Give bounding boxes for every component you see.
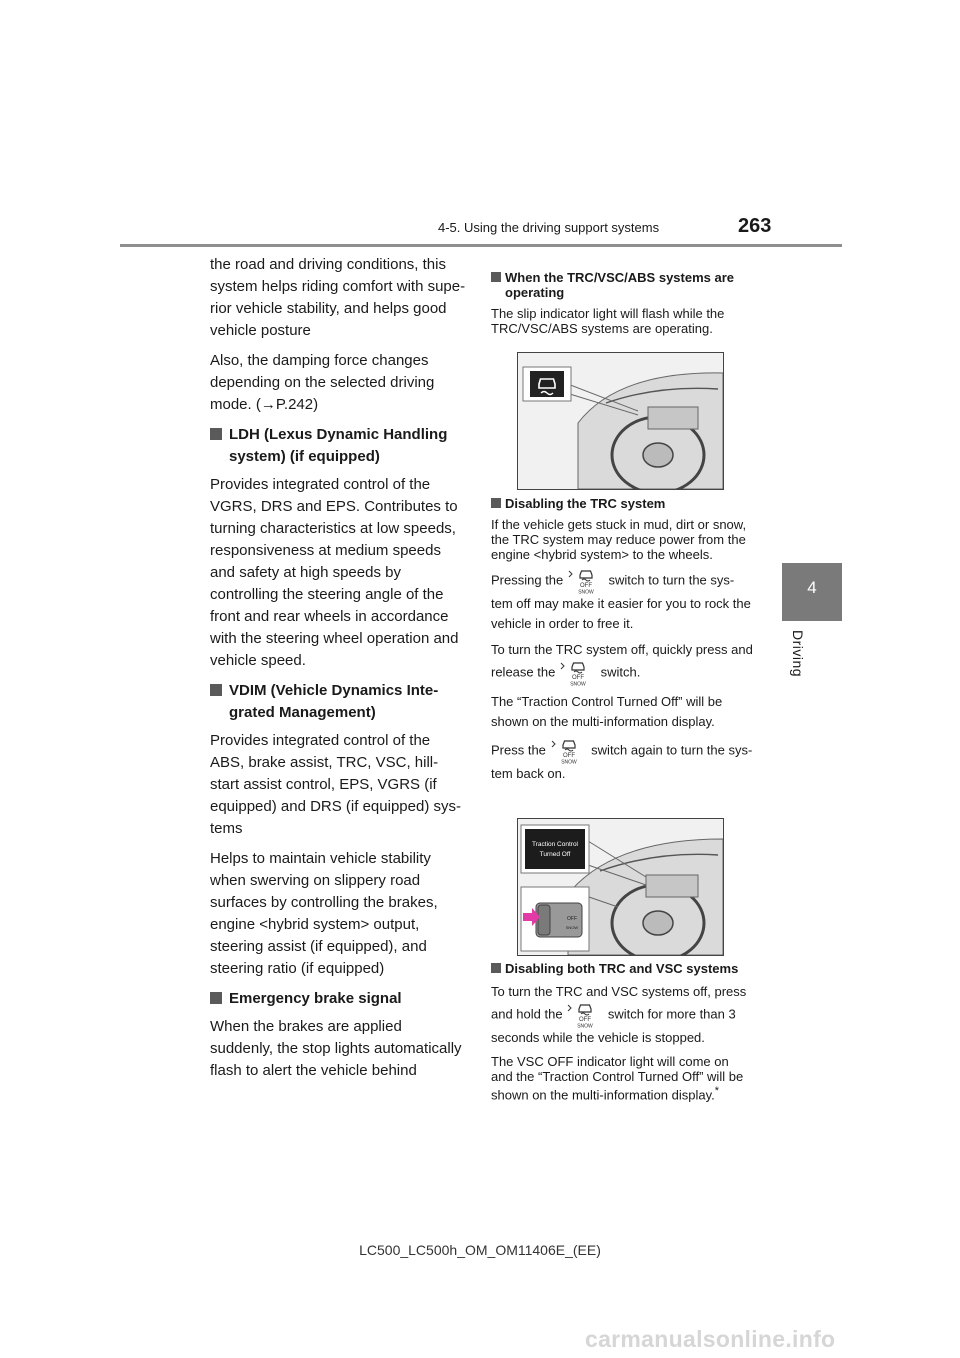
svg-text:SNOW: SNOW	[570, 681, 586, 686]
square-bullet-icon	[491, 963, 501, 973]
vdim-paragraph-1: Provides integrated control of the ABS, brake assist, TRC, VSC, hill-start assist control, EPS, VGRS (if equipped) and DRS (if equipped) sys-tems	[210, 732, 461, 837]
trc-vsc-abs-section	[491, 270, 753, 342]
disable-trc-vsc-paragraph-2	[491, 1054, 753, 1102]
disable-trc-paragraph-2	[491, 568, 753, 634]
emergency-brake-heading-text: Emergency brake signal	[229, 990, 402, 1007]
off-intro-text: To turn the TRC system off, quickly press and release the	[491, 642, 753, 680]
display-msg-line1: Traction Control	[532, 841, 578, 848]
vdim-heading-text: VDIM (Vehicle Dynamics Inte-grated Management)	[229, 682, 439, 721]
disable-trc-vsc-paragraph-1	[491, 982, 753, 1048]
site-watermark: carmanualsonline.info	[585, 1326, 836, 1352]
slip-indicator-illustration	[517, 352, 724, 490]
section-title: 4-5. Using the driving support systems	[438, 220, 660, 235]
square-bullet-icon	[210, 684, 222, 696]
disable-trc-paragraph-3	[491, 640, 753, 686]
svg-text:SNOW: SNOW	[577, 1023, 593, 1028]
disable-trc-vsc-heading-text: Disabling both TRC and VSC systems	[505, 961, 739, 976]
vsc-off-snow-switch-icon	[550, 738, 588, 764]
svg-text:OFF: OFF	[579, 583, 592, 589]
disable-trc-heading	[491, 496, 753, 511]
vdim-heading	[210, 680, 466, 724]
disable-trc-heading-text: Disabling the TRC system	[505, 496, 666, 511]
disable-trc-paragraph-5	[491, 738, 753, 784]
off-end-text: switch.	[600, 664, 641, 680]
damping-paragraph: Also, the damping force changes depending on the selected driving mode. (→P.242)	[210, 352, 435, 413]
square-bullet-icon	[210, 992, 222, 1004]
display-msg-line2: Turned Off	[539, 851, 571, 858]
traction-control-off-illustration	[517, 818, 724, 956]
emergency-brake-paragraph: When the brakes are applied suddenly, the stop lights automatically flash to alert the vehicle behind	[210, 1018, 462, 1079]
square-bullet-icon	[210, 428, 222, 440]
vdim-paragraph-2: Helps to maintain vehicle stability when swerving on slippery road surfaces by controlling the brakes, engine <hybrid system> output, steering assist (if equipped), and steering ratio (if equipped)	[210, 850, 438, 977]
disable-trc-section	[491, 496, 753, 790]
disable-trc-vsc-section	[491, 961, 753, 1108]
document-code: LC500_LC500h_OM_OM11406E_(EE)	[359, 1242, 601, 1258]
trc-vsc-abs-heading	[491, 270, 753, 300]
svg-text:OFF: OFF	[562, 753, 575, 759]
press-text-start: Pressing the	[491, 572, 564, 588]
press-hold-text-start: To turn the TRC and VSC systems off, press and hold the	[491, 984, 747, 1022]
square-bullet-icon	[491, 272, 501, 282]
trc-vsc-abs-paragraph: The slip indicator light will flash while the TRC/VSC/ABS systems are operating.	[491, 306, 725, 336]
again-text-end: switch again to turn the sys-tem back on.	[491, 742, 753, 781]
page-number: 263	[738, 215, 772, 237]
vsc-off-snow-switch-icon	[566, 1002, 604, 1028]
ldh-paragraph: Provides integrated control of the VGRS, DRS and EPS. Contributes to turning characteristics at low speeds, responsiveness at medium speeds and safety at high speeds by controlling the steering angle of the front and rear wheels in accordance with the steering wheel operation and vehicle speed.	[210, 476, 459, 669]
footnote-mark: *	[714, 1085, 719, 1097]
press-text-end: switch to turn the sys-tem off may make it easier for you to rock the vehicle in order to free it.	[491, 572, 751, 631]
svg-text:SNOW: SNOW	[565, 925, 579, 930]
again-text-start: Press the	[491, 742, 546, 758]
header-divider	[120, 244, 842, 247]
disable-trc-paragraph-4: The “Traction Control Turned Off” will be shown on the multi-information display.	[491, 694, 723, 729]
disable-trc-vsc-heading	[491, 961, 753, 976]
ldh-heading-text: LDH (Lexus Dynamic Handling system) (if equipped)	[229, 426, 448, 465]
disable-trc-paragraph-1: If the vehicle gets stuck in mud, dirt or snow, the TRC system may reduce power from the engine <hybrid system> to the wheels.	[491, 517, 747, 562]
vsc-off-indicator-text: The VSC OFF indicator light will come on and the “Traction Control Turned Off” will be shown on the multi-information display.	[491, 1054, 744, 1103]
chapter-label: Driving	[790, 630, 806, 678]
trc-vsc-abs-heading-text: When the TRC/VSC/ABS systems are operating	[505, 270, 735, 300]
svg-text:SNOW: SNOW	[560, 759, 577, 764]
svg-text:OFF: OFF	[567, 916, 577, 922]
ldh-heading	[210, 424, 466, 468]
intro-paragraph: the road and driving conditions, this system helps riding comfort with supe-rior vehicle stability, and helps good vehicle posture	[210, 256, 466, 339]
vsc-off-snow-switch-icon	[567, 568, 605, 594]
press-hold-text-end: switch for more than 3 seconds while the vehicle is stopped.	[491, 1006, 736, 1045]
chapter-number: 4	[807, 578, 817, 597]
left-column	[210, 254, 466, 1090]
square-bullet-icon	[491, 498, 501, 508]
svg-text:OFF: OFF	[571, 675, 584, 681]
emergency-brake-heading	[210, 988, 466, 1010]
svg-text:OFF: OFF	[579, 1017, 592, 1023]
svg-text:SNOW: SNOW	[578, 589, 594, 594]
vsc-off-snow-switch-icon	[559, 660, 597, 686]
